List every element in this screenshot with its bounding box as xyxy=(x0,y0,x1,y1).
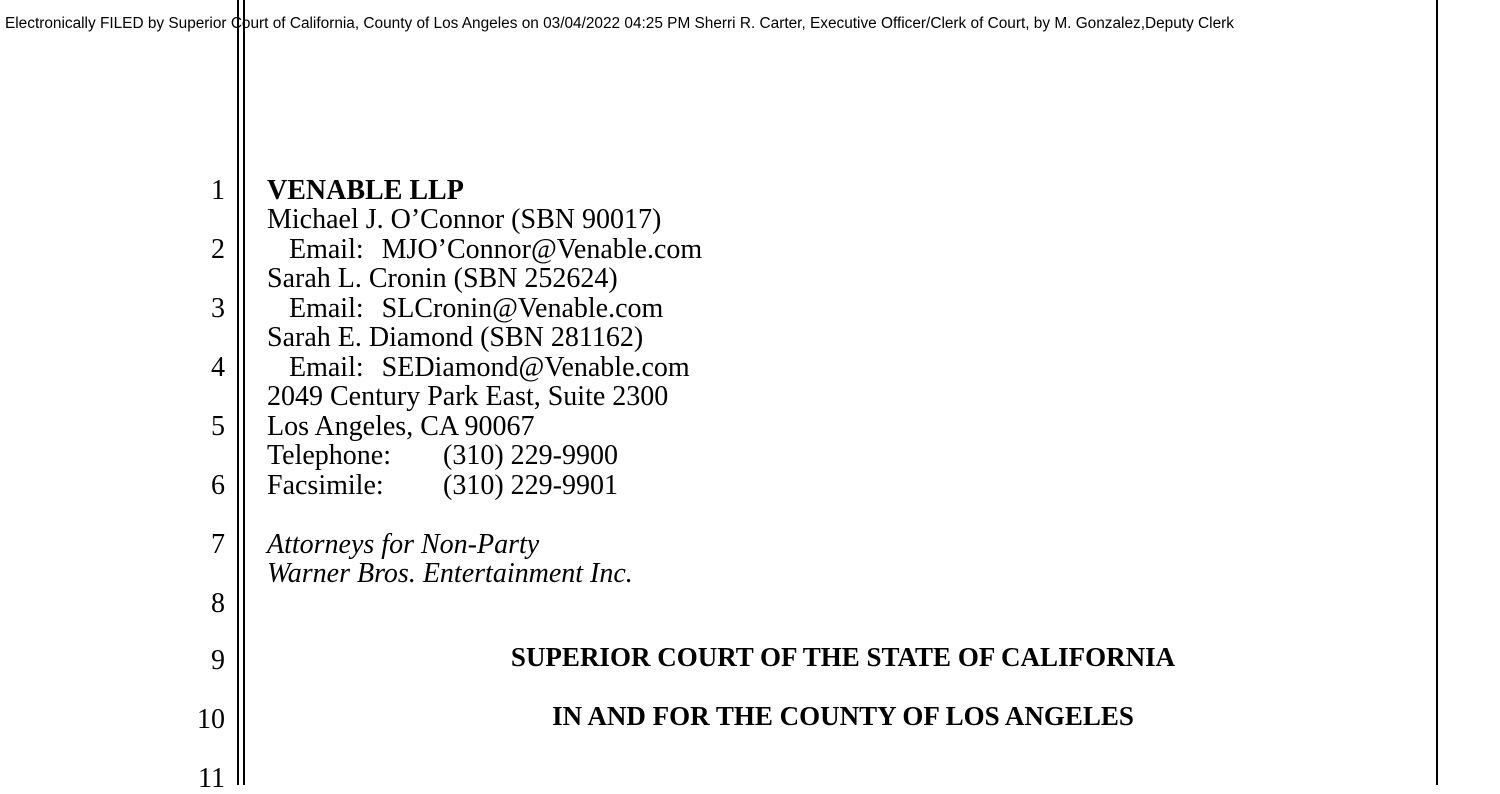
attorney-name: Sarah E. Diamond (SBN 281162) xyxy=(267,322,644,353)
line-number: 2 xyxy=(211,234,225,265)
line-number: 8 xyxy=(211,588,225,619)
line-number: 4 xyxy=(211,352,225,383)
attorney-name: Michael J. O’Connor (SBN 90017) xyxy=(267,204,662,235)
left-margin-rule-inner xyxy=(243,0,245,785)
court-title-line-2: IN AND FOR THE COUNTY OF LOS ANGELES xyxy=(552,701,1134,731)
line-number: 3 xyxy=(211,293,225,324)
telephone-label: Telephone: xyxy=(267,440,391,471)
email-label: Email: xyxy=(289,293,364,324)
court-title-line-1: SUPERIOR COURT OF THE STATE OF CALIFORNIA xyxy=(510,642,1176,672)
attorneys-for-line-1: Attorneys for Non-Party xyxy=(267,529,540,560)
filing-stamp: Electronically FILED by Superior Court of California, County of Los Angeles on 03/04/2022 04:25 PM Sherri R. Carter, Executive Officer/Clerk of Court, by M. Gonzalez,Deputy Clerk xyxy=(5,15,1234,32)
telephone-number: (310) 229-9900 xyxy=(443,440,618,471)
email-label: Email: xyxy=(289,352,364,383)
left-margin-rule-outer xyxy=(237,0,239,785)
email-address: SLCronin@Venable.com xyxy=(381,293,664,324)
right-margin-rule xyxy=(1436,0,1438,785)
line-number: 5 xyxy=(211,411,225,442)
attorneys-for-line-2: Warner Bros. Entertainment Inc. xyxy=(267,558,633,589)
line-number: 11 xyxy=(198,763,225,794)
line-number: 10 xyxy=(197,704,225,735)
email-label: Email: xyxy=(289,234,364,265)
firm-name: VENABLE LLP xyxy=(267,175,464,206)
telephone-line xyxy=(267,441,618,471)
email-address: SEDiamond@Venable.com xyxy=(381,352,690,383)
email-address: MJO’Connor@Venable.com xyxy=(381,234,703,265)
attorney-email-line xyxy=(289,294,663,324)
facsimile-line xyxy=(267,471,618,501)
address-line-1: 2049 Century Park East, Suite 2300 xyxy=(267,381,669,412)
facsimile-number: (310) 229-9901 xyxy=(443,470,618,501)
attorney-name: Sarah L. Cronin (SBN 252624) xyxy=(267,263,618,294)
line-number: 7 xyxy=(211,529,225,560)
attorney-email-line xyxy=(289,235,702,265)
line-number: 6 xyxy=(211,470,225,501)
line-number: 9 xyxy=(211,645,225,676)
attorney-email-line xyxy=(289,353,690,383)
line-number: 1 xyxy=(211,175,225,206)
address-line-2: Los Angeles, CA 90067 xyxy=(267,411,535,442)
facsimile-label: Facsimile: xyxy=(267,470,384,501)
